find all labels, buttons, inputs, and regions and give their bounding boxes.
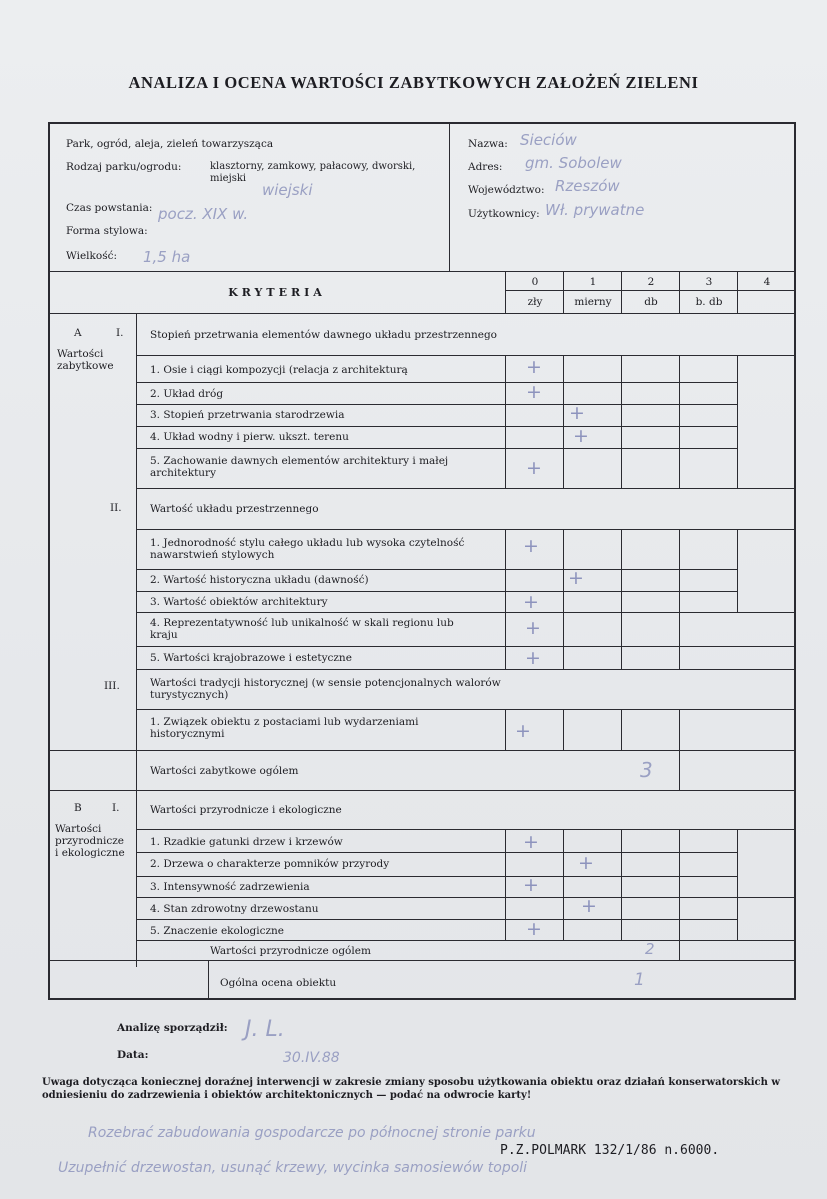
scale-num-2: 2 xyxy=(647,276,655,288)
mark-b1-3: + xyxy=(523,874,539,896)
kryteria-bottom-line xyxy=(49,313,796,314)
row-line xyxy=(49,750,796,751)
header-divider xyxy=(449,123,450,271)
grid-line xyxy=(563,709,564,750)
section-a-code: A xyxy=(74,327,82,339)
mark-a3-1: + xyxy=(515,720,531,742)
handwriting-back-note-2: Uzupełnić drzewostan, usunąć krzewy, wycinka samosiewów topoli xyxy=(58,1160,528,1176)
grid-line xyxy=(621,709,622,750)
grid-line xyxy=(621,829,622,940)
grid-line xyxy=(208,960,209,998)
item-b1-2: 2. Drzewa o charakterze pomników przyrody xyxy=(150,858,390,870)
wojewodztwo-label: Województwo: xyxy=(468,184,545,196)
printer-imprint: P.Z.POLMARK 132/1/86 n.6000. xyxy=(500,1143,720,1158)
total-zabytkowe-label: Wartości zabytkowe ogólem xyxy=(150,765,299,777)
row-line xyxy=(136,529,796,530)
ogolna-ocena-label: Ogólna ocena obiektu xyxy=(220,977,337,989)
handwriting-sporzadzil: J. L. xyxy=(245,1017,285,1042)
section-b-code: B xyxy=(74,802,82,814)
grid-line xyxy=(737,355,738,488)
group-b1-title: Wartości przyrodnicze i ekologiczne xyxy=(150,804,342,816)
adres-label: Adres: xyxy=(468,161,503,173)
col-line-a xyxy=(505,271,506,313)
mark-a2-2: + xyxy=(568,567,584,589)
handwriting-adres: gm. Sobolew xyxy=(525,154,622,172)
section-a-roman-2: II. xyxy=(110,502,122,514)
nazwa-label: Nazwa: xyxy=(468,138,508,150)
item-a1-5: 5. Zachowanie dawnych elementów architektury i małej architektury xyxy=(150,455,449,479)
row-line xyxy=(136,382,738,383)
park-label: Park, ogród, aleja, zieleń towarzysząca xyxy=(66,138,274,150)
handwriting-czas: pocz. XIX w. xyxy=(158,205,249,223)
section-b-side-title: Wartości przyrodnicze i ekologiczne xyxy=(55,823,125,859)
mark-a1-5: + xyxy=(526,457,542,479)
header-bottom-line xyxy=(49,271,796,272)
item-b1-4: 4. Stan zdrowotny drzewostanu xyxy=(150,903,319,915)
item-a2-1: 1. Jednorodność stylu całego układu lub wysoka czytelność nawarstwień stylowych xyxy=(150,537,465,561)
scale-label-2: db xyxy=(644,296,658,308)
grid-line xyxy=(679,355,680,488)
row-line xyxy=(136,612,796,613)
mark-a1-1: + xyxy=(526,356,542,378)
handwriting-total-zabytkowe: 3 xyxy=(640,758,653,782)
handwriting-wielkosc: 1,5 ha xyxy=(143,248,191,266)
item-a2-5: 5. Wartości krajobrazowe i estetyczne xyxy=(150,652,352,664)
data-label: Data: xyxy=(117,1049,149,1061)
handwriting-back-note-1: Rozebrać zabudowania gospodarcze po północnej stronie parku xyxy=(88,1125,536,1141)
mark-a2-4: + xyxy=(525,617,541,639)
wielkosc-label: Wielkość: xyxy=(66,250,118,262)
sporzadzil-label: Analizę sporządził: xyxy=(117,1022,228,1034)
uzytkownicy-label: Użytkownicy: xyxy=(468,208,540,220)
mark-a1-2: + xyxy=(526,381,542,403)
grid-line xyxy=(621,355,622,488)
margin-divider xyxy=(136,313,137,967)
item-b1-5: 5. Znaczenie ekologiczne xyxy=(150,925,285,937)
grid-line xyxy=(679,829,680,940)
section-b-roman: I. xyxy=(112,802,120,814)
uwaga-note: Uwaga dotycząca koniecznej doraźnej interwencji w zakresie zmiany sposobu użytkowania obiektu oraz działań konserwatorskich w odniesieniu do zadrzewienia i obiektów architektonicznych — podać na odwrocie karty! xyxy=(42,1077,780,1101)
row-line xyxy=(136,897,796,898)
mark-a1-4: + xyxy=(573,425,589,447)
handwriting-uzytkownicy: Wł. prywatne xyxy=(545,201,645,219)
grid-line xyxy=(679,529,680,669)
czas-label: Czas powstania: xyxy=(66,202,153,214)
row-line xyxy=(136,591,738,592)
rodzaj-label: Rodzaj parku/ogrodu: xyxy=(66,161,182,173)
forma-label: Forma stylowa: xyxy=(66,225,148,237)
row-line xyxy=(136,646,796,647)
row-line xyxy=(136,829,796,830)
mark-b1-5: + xyxy=(526,918,542,940)
item-a1-4: 4. Układ wodny i pierw. ukszt. terenu xyxy=(150,431,349,443)
row-line xyxy=(136,569,738,570)
item-a1-2: 2. Układ dróg xyxy=(150,388,224,400)
col-line-b xyxy=(563,271,564,313)
col-line-d xyxy=(679,271,680,313)
col-line-c xyxy=(621,271,622,313)
row-line xyxy=(136,919,738,920)
row-line xyxy=(136,488,796,489)
grid-line xyxy=(621,529,622,669)
page-title: ANALIZA I OCENA WARTOŚCI ZABYTKOWYCH ZAŁOŻEŃ ZIELENI xyxy=(128,73,699,92)
mark-a2-3: + xyxy=(523,591,539,613)
mark-a2-1: + xyxy=(523,535,539,557)
rodzaj-options: klasztorny, zamkowy, pałacowy, dworski, miejski xyxy=(210,161,416,184)
scale-num-0: 0 xyxy=(531,276,539,288)
mark-a1-3: + xyxy=(569,402,585,424)
scale-mid-line xyxy=(505,290,796,291)
item-a2-3: 3. Wartość obiektów architektury xyxy=(150,596,328,608)
item-b1-1: 1. Rzadkie gatunki drzew i krzewów xyxy=(150,836,343,848)
handwriting-wojewodztwo: Rzeszów xyxy=(555,177,620,195)
group-a1-title: Stopień przetrwania elementów dawnego układu przestrzennego xyxy=(150,329,497,341)
row-line xyxy=(136,852,738,853)
mark-b1-1: + xyxy=(523,831,539,853)
section-a-roman-3: III. xyxy=(104,680,120,692)
row-line xyxy=(136,404,738,405)
grid-line xyxy=(737,829,738,940)
row-line xyxy=(136,940,796,941)
row-line xyxy=(136,709,796,710)
grid-line xyxy=(563,529,564,669)
section-a-roman-1: I. xyxy=(116,327,124,339)
item-a1-3: 3. Stopień przetrwania starodrzewia xyxy=(150,409,345,421)
handwriting-total-przyrodnicze: 2 xyxy=(645,940,655,958)
scale-label-0: zły xyxy=(527,296,543,308)
scale-num-1: 1 xyxy=(589,276,597,288)
row-line xyxy=(136,876,738,877)
total-przyrodnicze-label: Wartości przyrodnicze ogólem xyxy=(210,945,371,957)
grid-line xyxy=(563,829,564,940)
item-a2-4: 4. Reprezentatywność lub unikalność w skali regionu lub kraju xyxy=(150,617,454,641)
mark-b1-4: + xyxy=(581,895,597,917)
mark-a2-5: + xyxy=(525,647,541,669)
grid-line xyxy=(679,709,680,790)
handwriting-nazwa: Sieciów xyxy=(520,131,577,149)
item-a2-2: 2. Wartość historyczna układu (dawność) xyxy=(150,574,369,586)
item-b1-3: 3. Intensywność zadrzewienia xyxy=(150,881,310,893)
grid-line xyxy=(737,529,738,612)
mark-b1-2: + xyxy=(578,852,594,874)
kryteria-heading: KRYTERIA xyxy=(228,286,326,299)
handwriting-data: 30.IV.88 xyxy=(283,1050,340,1066)
scale-num-4: 4 xyxy=(763,276,771,288)
section-divider xyxy=(49,790,796,791)
handwriting-ogolna: 1 xyxy=(634,970,645,990)
row-line xyxy=(49,960,796,961)
group-a3-title: Wartości tradycji historycznej (w sensie potencjonalnych walorów turystycznych) xyxy=(150,677,501,701)
item-a3-1: 1. Związek obiektu z postaciami lub wydarzeniami historycznymi xyxy=(150,716,419,740)
col-line-e xyxy=(737,271,738,313)
row-line xyxy=(136,448,738,449)
row-line xyxy=(136,669,796,670)
item-a1-1: 1. Osie i ciągi kompozycji (relacja z architekturą xyxy=(150,364,408,376)
group-a2-title: Wartość układu przestrzennego xyxy=(150,503,319,515)
row-line xyxy=(136,426,738,427)
scale-label-3: b. db xyxy=(695,296,723,308)
row-line xyxy=(136,355,796,356)
grid-line xyxy=(679,940,680,960)
handwriting-rodzaj: wiejski xyxy=(262,181,313,199)
scale-label-1: mierny xyxy=(574,296,612,308)
scale-num-3: 3 xyxy=(705,276,713,288)
section-a-title: Wartości zabytkowe xyxy=(57,348,114,372)
